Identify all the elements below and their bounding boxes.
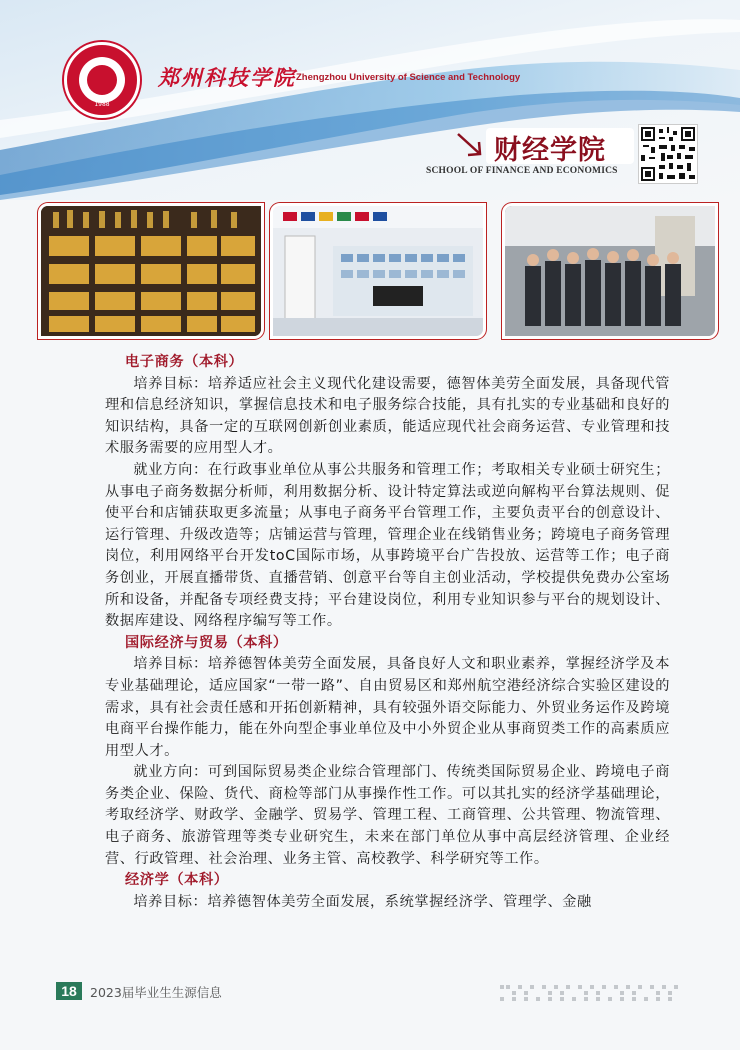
footer-title: 2023届毕业生生源信息 xyxy=(90,985,222,1000)
footer-dot-pattern xyxy=(500,983,680,1001)
economics-training-goal: 培养目标：培养德智体美劳全面发展，系统掌握经济学、管理学、金融 xyxy=(133,893,592,910)
trophy-wall-photo xyxy=(38,203,264,339)
ecommerce-employment: 就业方向：在行政事业单位从事公共服务和管理工作；考取相关专业硕士研究生；从事电子商务数据分析师，利用数据分析、设计特定算法或逆向解构平台算法规则、促使平台和店铺获取更多流量；从事电子商务平台管理工作，主要负责平台的创意设计、运行管理、升级改造等；店铺运营与管理，管理企业在线销售业务；跨境电子商务管理岗位，利用网络平台开发toC国际市场，从事跨境平台广告投放、运营等工作；电子商务创业，开展直播带货、直播营销、创意平台等自主创业活动，学校提供免费办公室场所和设备，并配备专项经费支持；平台建设岗位，利用专业知识参与平台的规划设计、数据库建设、网络程序编写等工作。 xyxy=(105,461,670,630)
section-title-economics: 经济学（本科） xyxy=(125,872,229,889)
group-photo xyxy=(502,203,718,339)
school-name-cn: 财经学院 xyxy=(494,135,606,166)
main-content xyxy=(105,352,670,913)
university-name-cn: 郑州科技学院 xyxy=(158,65,296,90)
ecommerce-training-goal: 培养目标：培养适应社会主义现代化建设需要，德智体美劳全面发展，具备现代管理和信息经济知识，掌握信息技术和电子服务综合技能，具有扎实的专业基础和良好的知识结构，具备一定的互联网创新创业素质，能适应现代社会商务运营、专业管理和技术服务需要的应用型人才。 xyxy=(105,375,670,457)
trade-employment: 就业方向：可到国际贸易类企业综合管理部门、传统类国际贸易企业、跨境电子商务类企业、保险、货代、商检等部门从事操作性工作。可以其扎实的经济学基础理论，考取经济学、财政学、金融学、贸易学、管理工程、工商管理、公共管理、物流管理、电子商务、旅游管理等类专业研究生，未来在部门单位从事中高层经济管理、企业经营、行政管理、社会治理、业务主管、高校教学、科学研究等工作。 xyxy=(105,764,670,867)
section-title-ecommerce: 电子商务（本科） xyxy=(125,354,244,370)
group-photo-illustration xyxy=(505,206,715,336)
qr-code-icon xyxy=(638,124,698,184)
lab-room-photo xyxy=(270,203,486,339)
trade-training-goal: 培养目标：培养德智体美劳全面发展，具备良好人文和职业素养，掌握经济学及本专业基础理论，适应国家“一带一路”、自由贸易区和郑州航空港经济综合实验区建设的需求，具有社会责任感和开拓创新精神，具有较强外语交际能力、外贸业务运作及跨境电商平台操作能力，能在外向型企事业单位及中小外贸企业从事商贸类工作的高素质应用型人才。 xyxy=(105,656,670,759)
lab-room-illustration xyxy=(273,206,483,336)
logo-emblem-icon xyxy=(87,65,117,95)
section-title-international-trade: 国际经济与贸易（本科） xyxy=(125,634,288,651)
arrow-down-right-icon xyxy=(452,130,486,160)
university-logo xyxy=(64,42,140,118)
logo-year: 1988 xyxy=(94,101,110,108)
school-name-en: SCHOOL OF FINANCE AND ECONOMICS xyxy=(426,166,618,176)
university-name-en: Zhengzhou University of Science and Technology xyxy=(296,72,521,83)
trophy-wall-illustration xyxy=(41,206,261,336)
page-number: 18 xyxy=(56,982,82,1000)
logo-ring-icon xyxy=(79,57,125,103)
